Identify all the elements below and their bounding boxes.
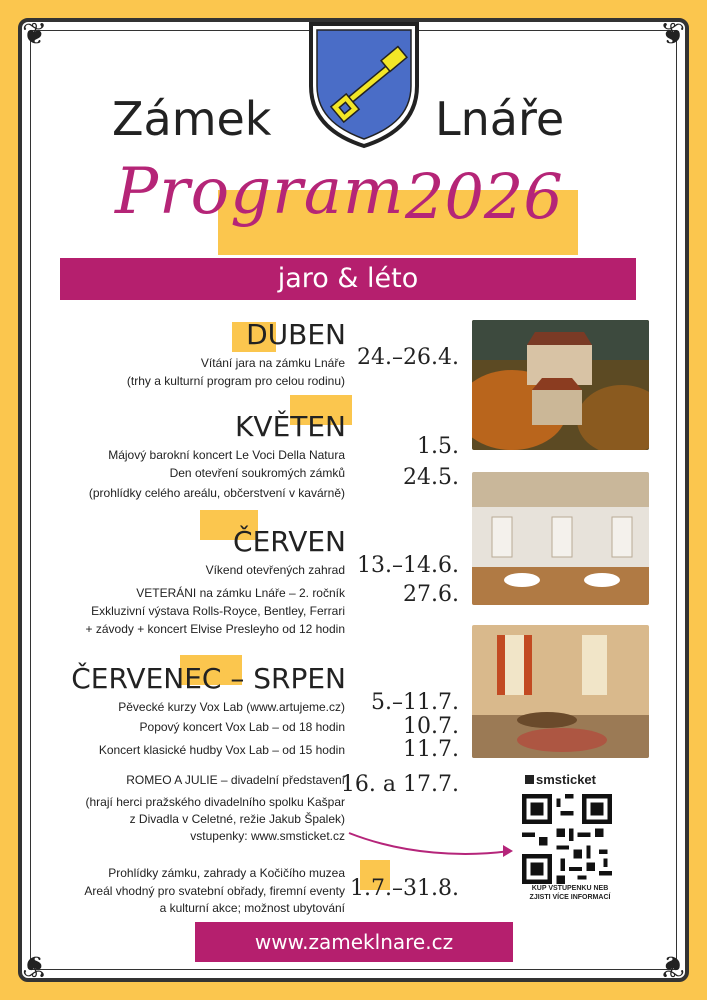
month-heading: DUBEN (246, 318, 346, 351)
season-banner: jaro & léto (60, 258, 636, 300)
ornament-icon: ❦ (22, 948, 48, 983)
ornament-icon: ❦ (659, 17, 685, 52)
event-date: 5.–11.7. (371, 690, 459, 715)
event-text: Exkluzivní výstava Rolls-Royce, Bentley, Ferrari (91, 604, 345, 618)
event-text: Den otevření soukromých zámků (169, 466, 345, 480)
event-text: Májový barokní koncert Le Voci Della Natura (108, 448, 345, 462)
ornament-icon: ❦ (22, 17, 48, 52)
event-link[interactable]: vstupenky: www.smsticket.cz (190, 829, 345, 843)
event-date: 13.–14.6. (357, 553, 459, 578)
smsticket-logo[interactable]: smsticket (525, 772, 596, 787)
title-right: Lnáře (435, 92, 565, 146)
castle-hall-photo (472, 472, 649, 605)
event-text: Pěvecké kurzy Vox Lab (www.artujeme.cz) (118, 700, 345, 714)
event-date: 24.–26.4. (357, 345, 459, 370)
event-text: Vítání jara na zámku Lnáře (200, 356, 345, 370)
title-left: Zámek (112, 92, 272, 146)
event-text: Prohlídky zámku, zahrady a Kočičího muzea (108, 866, 345, 880)
event-date: 11.7. (403, 737, 459, 762)
event-text: Víkend otevřených zahrad (205, 563, 345, 577)
month-heading: KVĚTEN (235, 410, 346, 443)
event-text: (hrají herci pražského divadelního spolku Kašpar (85, 795, 345, 809)
event-text: Popový koncert Vox Lab – od 18 hodin (139, 720, 345, 734)
event-text: (trhy a kulturní program pro celou rodinu) (126, 374, 345, 388)
event-text: + závody + koncert Elvise Presleyho od 12 hodin (85, 622, 345, 636)
arrow-icon (345, 825, 520, 870)
program-year: 2026 (405, 160, 563, 233)
event-text: (prohlídky celého areálu, občerstvení v kavárně) (88, 486, 345, 500)
castle-aerial-photo (472, 320, 649, 450)
qr-caption: KUP VSTUPENKU NEB ZJISTI VÍCE INFORMACÍ (529, 885, 611, 901)
event-text: VETERÁNI na zámku Lnáře – 2. ročník (136, 586, 345, 600)
program-title: Program (115, 155, 405, 229)
event-text: z Divadla v Celetné, režie Jakub Špalek) (129, 812, 345, 826)
event-text: a kulturní akce; možnost ubytování (159, 901, 345, 915)
coat-of-arms-icon (305, 18, 423, 150)
castle-salon-photo (472, 625, 649, 758)
event-text: Areál vhodný pro svatební obřady, firemní eventy (84, 884, 345, 898)
event-date: 27.6. (403, 582, 459, 607)
event-date: 16. a 17.7. (340, 772, 459, 797)
website-link[interactable]: www.zameklnare.cz (195, 922, 513, 962)
event-text: Koncert klasické hudby Vox Lab – od 15 hodin (98, 743, 345, 757)
event-date: 1.7.–31.8. (350, 876, 459, 901)
event-date: 24.5. (403, 465, 459, 490)
qr-code-icon[interactable] (522, 794, 612, 884)
event-date: 10.7. (403, 714, 459, 739)
event-text: ROMEO A JULIE – divadelní představení (126, 773, 345, 787)
ticket-icon (525, 775, 534, 784)
ornament-icon: ❦ (659, 948, 685, 983)
event-date: 1.5. (417, 434, 459, 459)
month-heading: ČERVEN (233, 525, 346, 558)
month-heading: ČERVENEC – SRPEN (71, 662, 346, 695)
